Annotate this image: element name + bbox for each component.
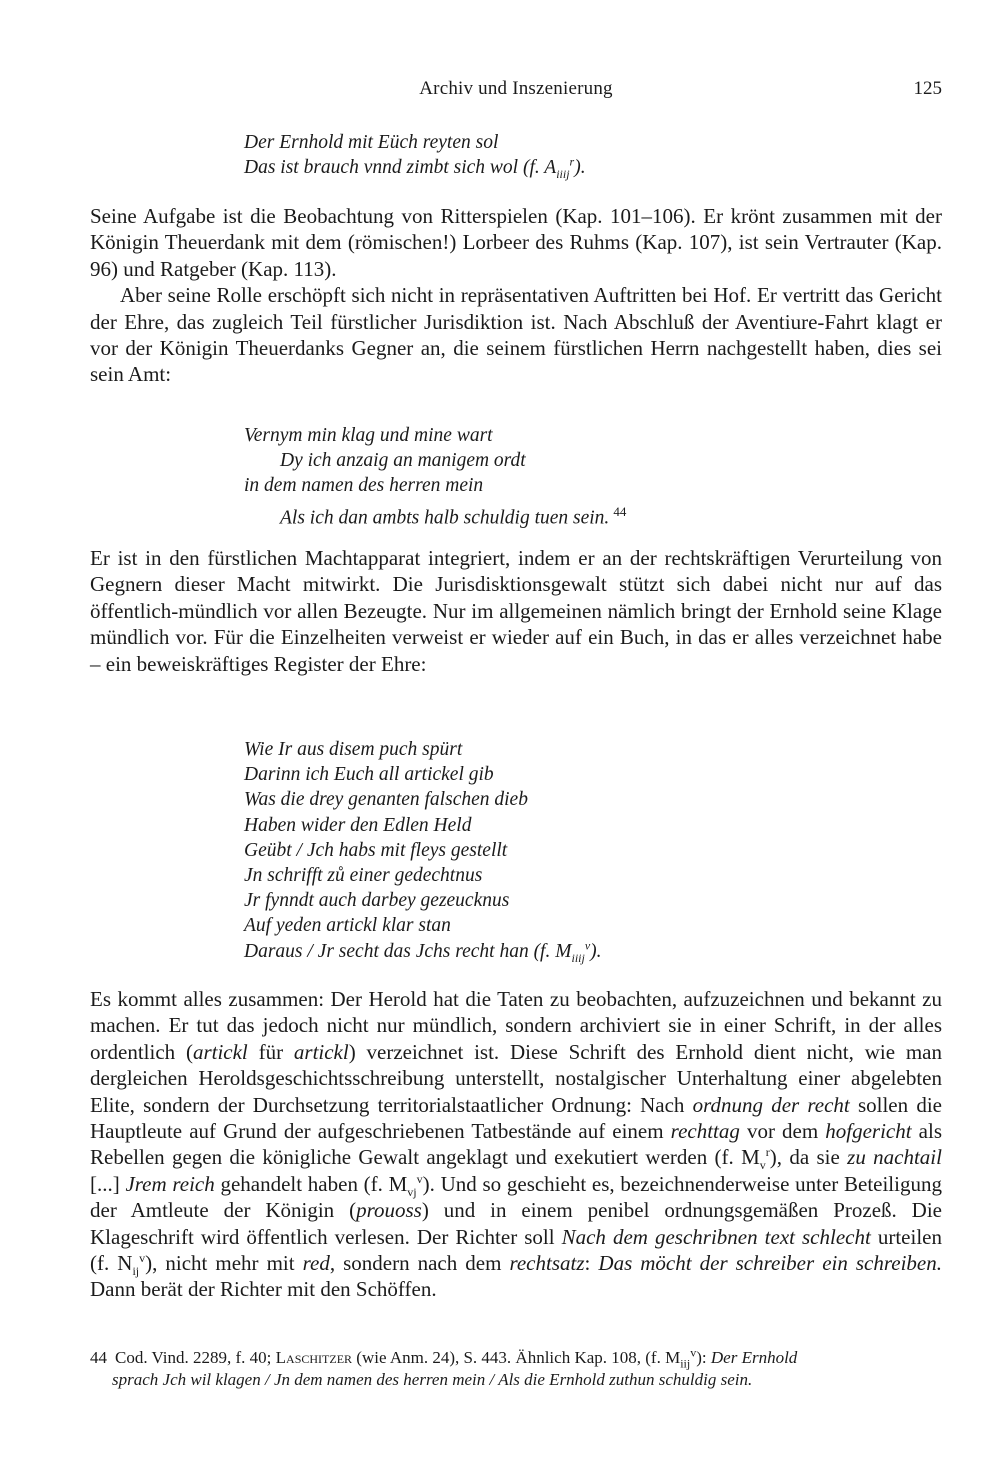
paragraph: Aber seine Rolle erschöpft sich nicht in repräsentativen Auftritten bei Hof. Er vertritt das Gericht der Ehre, das zugleich Teil fürstlicher Jurisdiktion ist. Nach Abschluß der Aventiure-Fahrt klagt er vor der Königin Theuerdanks Gegner an, die seinem fürstlichen Herrn nachgestellt haben, dies sei sein Amt: [90, 283, 942, 387]
verse-quote-3 [244, 737, 602, 964]
paragraph: Es kommt alles zusammen: Der Herold hat die Taten zu beobachten, aufzuzeichnen und bekannt zu machen. Er tut das jedoch nicht nur mündlich, sondern archiviert sie in einer Schrift, in der alles ordentlich (artickl für artickl) verzeichnet ist. Diese Schrift des Ernhold dient nicht, wie man dergleichen Heroldsgeschichtsschreibung unterstellt, nostalgischer Unterhaltung einer abgelebten Elite, sondern der Durchsetzung territorialstaatlicher Ordnung: Nach ordnung der recht sollen die Hauptleute auf Grund der aufgeschriebenen Tatbestände auf einem rechttag vor dem hofgericht als Rebellen gegen die königliche Gewalt angeklagt und exekutiert werden (f. $M_v^r$), da sie zu nachtail [...] Jrem reich gehandelt haben (f. $M_{vj}^v$). Und so geschieht es, bezeichnenderweise unter Beteiligung der Amtleute der Königin (prouoss) und in einem penibel ordnungsgemäßen Prozeß. Die Klageschrift wird öffentlich verlesen. Der Richter soll Nach dem geschribnen text schlecht urteilen (f. $N_{ij}^v$), nicht mehr mit red, sondern nach dem rechtsatz: Das möcht der schreiber ein schreiben. Dann berät der Richter mit den Schöffen. [90, 987, 943, 1302]
verse-line: Das ist brauch vnnd zimbt sich wol (f. $A_{iiij}^r$). [244, 154, 586, 182]
verse-quote-1 [244, 130, 586, 180]
footnote-line: sprach Jch wil klagen / Jn dem namen des herren mein / Als die Ernhold zuthun schuldig sein. [112, 1370, 753, 1389]
page-number: 125 [913, 78, 942, 99]
body-text-2 [90, 545, 942, 677]
verse-line: Jn schrifft zů einer gedechtnus [244, 865, 483, 887]
footnote-number: 44 [90, 1348, 107, 1367]
footnote-ref[interactable]: 44 [613, 503, 627, 519]
page-header [90, 78, 942, 104]
author-name: Laschitzer [275, 1348, 353, 1367]
verse-line: Jr fynndt auch darbey gezeucknus [244, 890, 510, 912]
verse-quote-2 [244, 423, 626, 530]
verse-line: Haben wider den Edlen Held [244, 814, 472, 836]
verse-line: Darinn ich Euch all artickel gib [244, 764, 494, 786]
verse-line: Vernym min klag und mine wart [244, 425, 493, 446]
verse-line: Als ich dan ambts halb schuldig tuen sein. $^{44}$ [280, 503, 627, 529]
paragraph: Er ist in den fürstlichen Machtapparat integriert, indem er an der rechtskräftigen Verurteilung von Gegnern dieser Macht mitwirkt. Die Jurisdisktionsgewalt stützt sich dabei nicht nur auf das öffentlich-mündlich vor allen Bezeugte. Nur im allgemeinen nämlich bringt der Ernhold seine Klage mündlich vor. Für die Einzelheiten verweist er wieder auf ein Buch, in das er alles verzeichnet habe – ein beweiskräftiges Register der Ehre: [90, 546, 942, 676]
verse-line: Wie Ir aus disem puch spürt [244, 739, 463, 760]
verse-line: Daraus / Jr secht das Jchs recht han (f. $M_{iiij}^v$). [244, 938, 602, 965]
paragraph: Seine Aufgabe ist die Beobachtung von Ritterspielen (Kap. 101–106). Er krönt zusammen mit der Königin Theuerdank mit dem (römischen!) Lorbeer des Ruhms (Kap. 107), ist sein Vertrauter (Kap. 96) und Ratgeber (Kap. 113). [90, 204, 942, 281]
verse-line: Auf yeden artickl klar stan [244, 915, 451, 937]
verse-line: in dem namen des herren mein [244, 475, 484, 497]
body-text-3 [90, 986, 942, 1303]
verse-line: Was die drey genanten falschen dieb [244, 789, 528, 811]
footnote-44: 44 Cod. Vind. 2289, f. 40; Laschitzer (wie Anm. 24), S. 443. Ähnlich Kap. 108, (f. $M_{iij}^v$): Der Ernhold sprach Jch wil klagen / Jn dem namen des herren mein / Als die Ernhold zuthun schuldig sein. [90, 1347, 942, 1391]
running-title: Archiv und Inszenierung [419, 78, 613, 99]
verse-line: Der Ernhold mit Eüch reyten sol [244, 132, 499, 153]
body-text-1 [90, 203, 942, 388]
verse-line: Dy ich anzaig an manigem ordt [280, 450, 526, 472]
verse-line: Geübt / Jch habs mit fleys gestellt [244, 839, 508, 861]
